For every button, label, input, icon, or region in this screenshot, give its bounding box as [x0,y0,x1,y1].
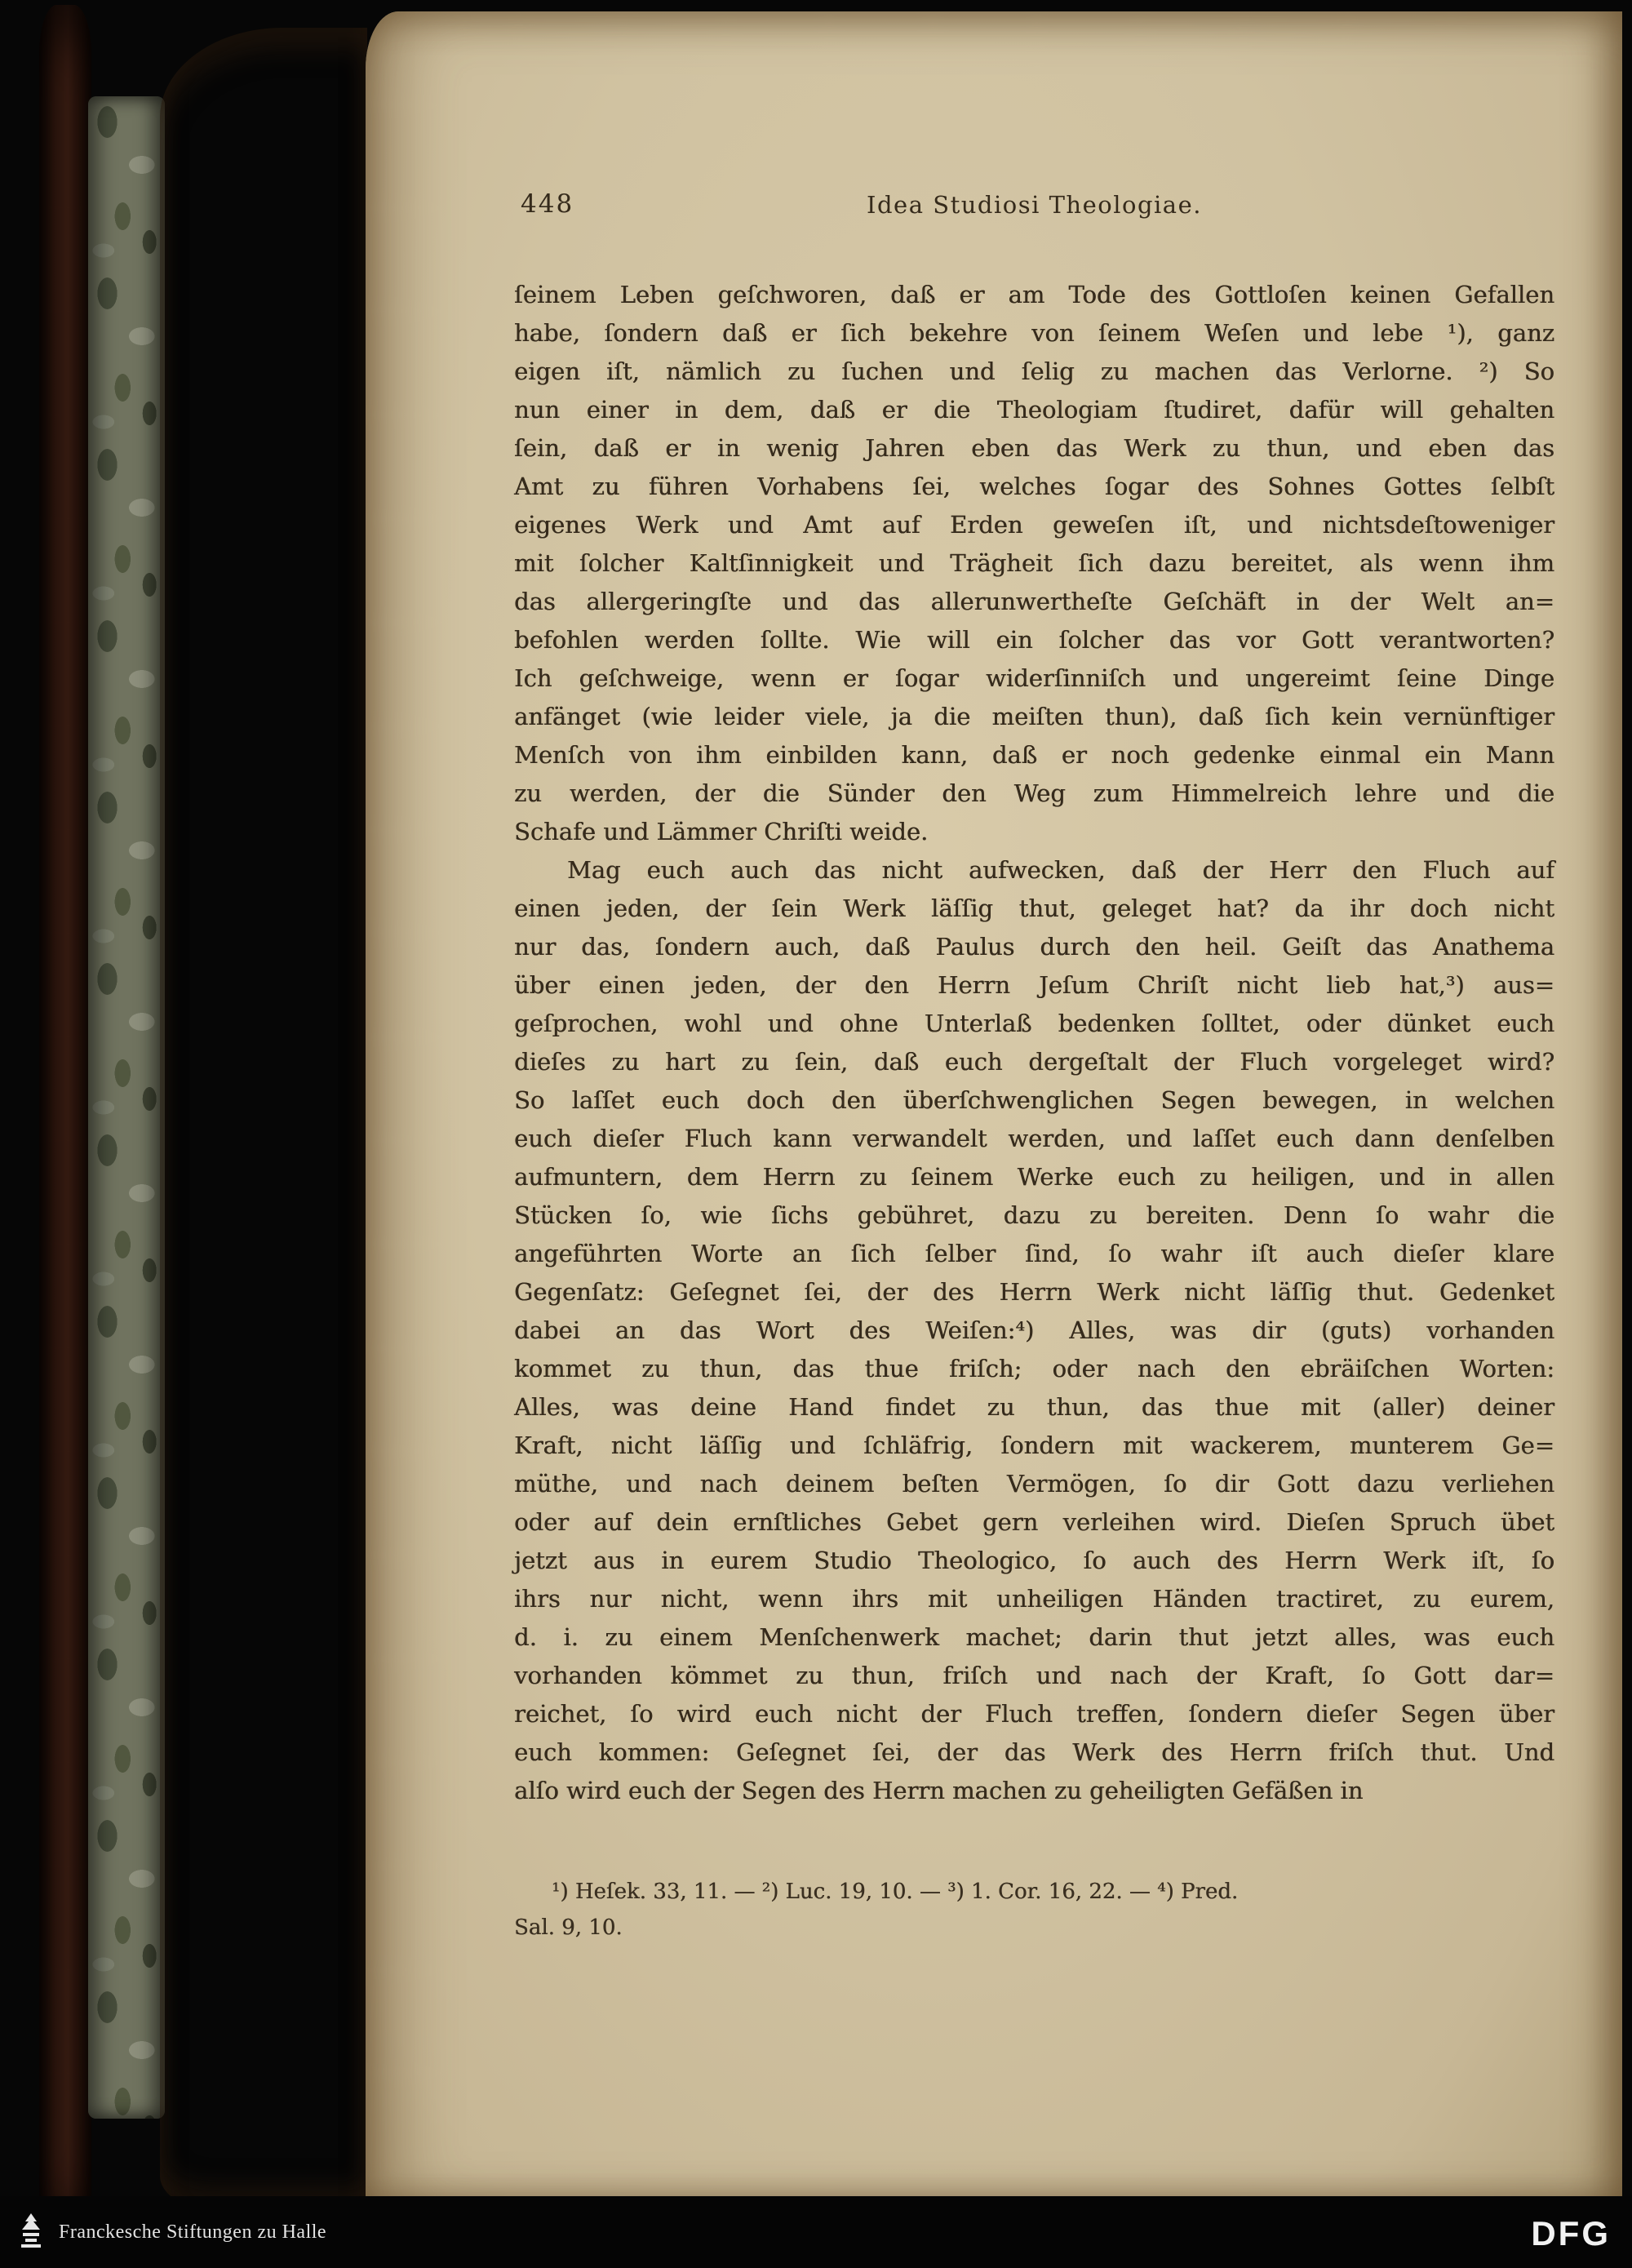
marbled-endpaper [88,96,165,2119]
text-line: zu werden, der die Sünder den Weg zum Himmelreich lehre und die [514,779,1554,807]
text-line: dieſes zu hart zu ſein, daß euch dergeſtalt der Fluch vorgeleget wird? [514,1048,1554,1076]
text-line: ihrs nur nicht, wenn ihrs mit unheiligen Händen tractiret, zu eurem, [514,1585,1554,1613]
text-line: angeführten Worte an ſich ſelber ſind, ſo wahr iſt auch dieſer klare [514,1240,1554,1267]
text-line: müthe, und nach deinem beſten Vermögen, ſo dir Gott dazu verliehen [514,1470,1554,1498]
page-header [514,189,1554,230]
text-line: aufmuntern, dem Herrn zu ſeinem Werke euch zu heiligen, und in allen [514,1163,1554,1191]
text-line: alſo wird euch der Segen des Herrn machen zu geheiligten Gefäßen in [514,1777,1364,1804]
book-page [366,11,1622,2215]
text-line: Amt zu führen Vorhabens ſei, welches ſogar des Sohnes Gottes ſelbſt [514,473,1554,500]
viewer-footer-bar [0,2196,1632,2268]
text-line: habe, ſondern daß er ſich bekehre von ſeinem Weſen und lebe ¹), ganz [514,319,1554,347]
book-spine [39,5,91,2243]
text-line: anfänget (wie leider viele, ja die meiſten thun), daß ſich kein vernünftiger [514,703,1554,730]
text-line: einen jeden, der ſein Werk läſſig thut, geleget hat? da ihr doch nicht [514,894,1554,922]
text-line: über einen jeden, der den Herrn Jeſum Chriſt nicht lieb hat,³) aus= [514,971,1554,999]
text-line: nun einer in dem, daß er die Theologiam ſtudiret, dafür will gehalten [514,396,1554,424]
text-line: ſein, daß er in wenig Jahren eben das Werk zu thun, und eben das [514,434,1554,462]
text-line: Stücken ſo, wie ſichs gebühret, dazu zu bereiten. Denn ſo wahr die [514,1201,1554,1229]
text-line: Kraft, nicht läſſig und ſchläfrig, ſondern mit wackerem, munterem Ge= [514,1431,1554,1459]
text-line: Ich geſchweige, wenn er ſogar widerſinniſch und ungereimt ſeine Dinge [514,664,1554,692]
text-line: mit ſolcher Kaltſinnigkeit und Trägheit ſich dazu bereitet, als wenn ihm [514,549,1554,577]
text-line: oder auf dein ernſtliches Gebet gern verleihen wird. Dieſen Spruch übet [514,1508,1554,1536]
text-line: d. i. zu einem Menſchenwerk machet; darin thut jetzt alles, was euch [514,1623,1554,1651]
footnote-line: Sal. 9, 10. [514,1915,623,1940]
text-line: kommet zu thun, das thue friſch; oder nach den ebräiſchen Worten: [514,1355,1554,1383]
text-line: eigenes Werk und Amt auf Erden geweſen iſt, und nichtsdeſtoweniger [514,511,1554,539]
text-line: Menſch von ihm einbilden kann, daß er noch gedenke einmal ein Mann [514,741,1554,769]
dfg-logo: DFG [1531,2214,1611,2252]
text-line: reichet, ſo wird euch nicht der Fluch treffen, ſondern dieſer Segen über [514,1700,1554,1728]
text-line: vorhanden kömmet zu thun, friſch und nach der Kraft, ſo Gott dar= [514,1662,1554,1689]
text-line: eigen iſt, nämlich zu ſuchen und ſelig zu machen das Verlorne. ²) So [514,357,1554,385]
text-line: Alles, was deine Hand findet zu thun, das thue mit (aller) deiner [514,1393,1554,1421]
text-line: befohlen werden ſollte. Wie will ein ſolcher das vor Gott verantworten? [514,626,1554,654]
text-line: nur das, ſondern auch, daß Paulus durch den heil. Geiſt das Anathema [514,933,1554,961]
text-line: ſeinem Leben geſchworen, daß er am Tode des Gottloſen keinen Gefallen [514,281,1554,308]
page-edges-stack [160,28,367,2208]
text-line: Schafe und Lämmer Chriſti weide. [514,818,929,846]
text-line: euch kommen: Geſegnet ſei, der das Werk des Herrn friſch thut. Und [514,1738,1554,1766]
text-line: euch dieſer Fluch kann verwandelt werden, und laſſet euch dann denſelben [514,1125,1554,1152]
franckesche-stiftungen-logo-icon [15,2212,47,2252]
text-line: jetzt aus in eurem Studio Theologico, ſo auch des Herrn Werk iſt, ſo [514,1547,1554,1574]
text-line: dabei an das Wort des Weiſen:⁴) Alles, was dir (guts) vorhanden [514,1316,1554,1344]
library-credit [15,2211,326,2253]
text-line: Gegenſatz: Geſegnet ſei, der des Herrn Werk nicht läſſig thut. Gedenket [514,1278,1554,1306]
library-name: Franckesche Stiftungen zu Halle [59,2221,327,2243]
text-line: geſprochen, wohl und ohne Unterlaß bedenken ſolltet, oder dünket euch [514,1010,1554,1037]
text-line: das allergeringſte und das allerunwertheſte Geſchäft in der Welt an= [514,588,1554,615]
text-line: So laſſet euch doch den überſchwenglichen Segen bewegen, in welchen [514,1086,1554,1114]
footnote-block [514,1874,1554,1946]
text-line: Mag euch auch das nicht aufwecken, daß der Herr den Fluch auf [567,856,1554,884]
page-number: 448 [521,189,574,219]
running-title: Idea Studiosi Theologiae. [867,191,1202,219]
footnote-line: ¹) Heſek. 33, 11. — ²) Luc. 19, 10. — ³) 1. Cor. 16, 22. — ⁴) Pred. [552,1880,1239,1904]
body-text [514,276,1554,1810]
